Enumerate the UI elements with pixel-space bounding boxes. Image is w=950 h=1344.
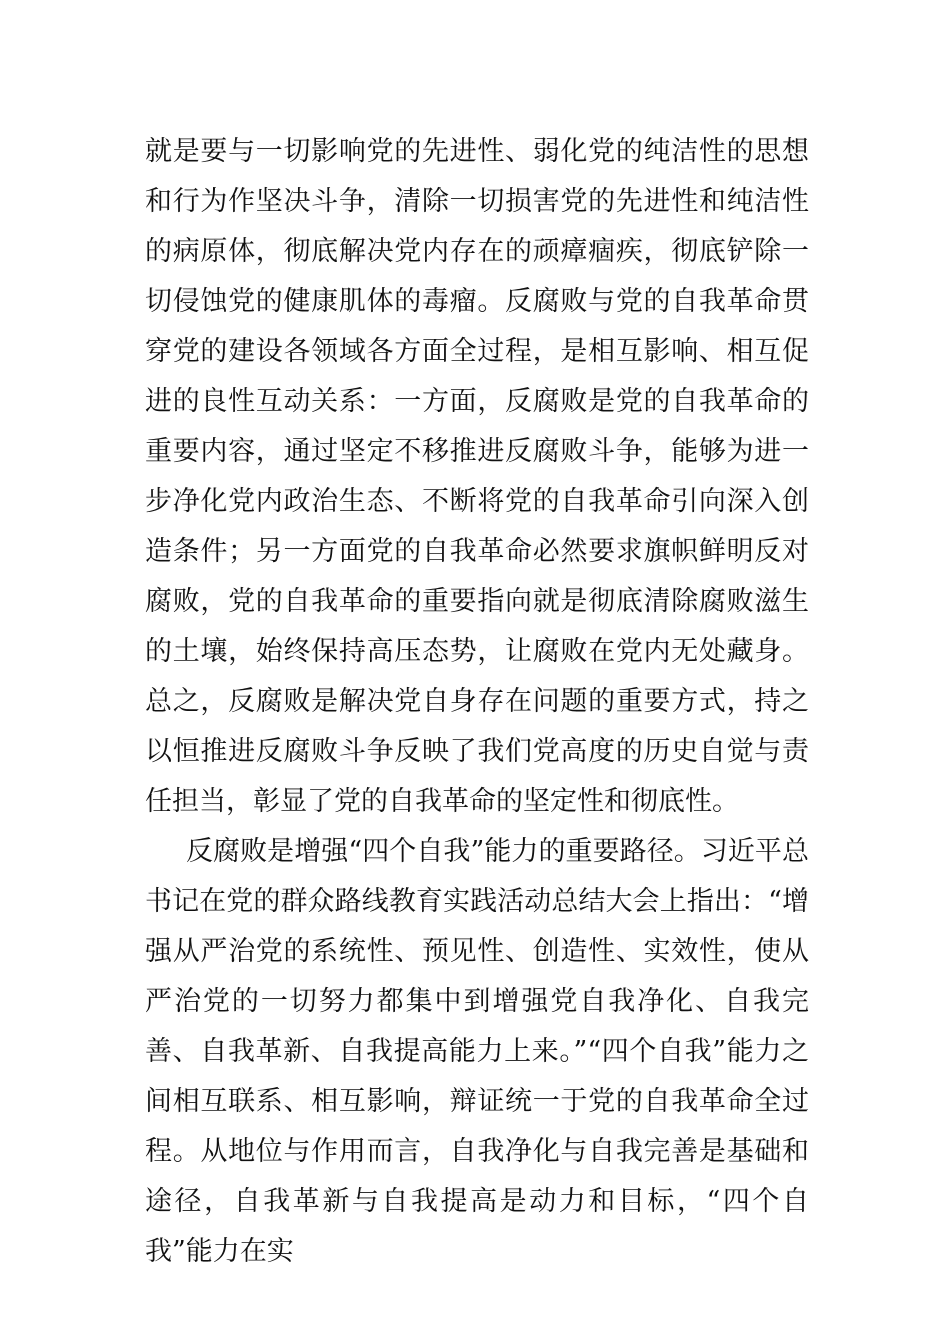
- document-body: [145, 127, 809, 1277]
- body-paragraph-continued: 就是要与一切影响党的先进性、弱化党的纯洁性的思想和行为作坚决斗争，清除一切损害党的先进性和纯洁性的病原体，彻底解决党内存在的顽瘴痼疾，彻底铲除一切侵蚀党的健康肌体的毒瘤。反腐败与党的自我革命贯穿党的建设各领域各方面全过程，是相互影响、相互促进的良性互动关系：一方面，反腐败是党的自我革命的重要内容，通过坚定不移推进反腐败斗争，能够为进一步净化党内政治生态、不断将党的自我革命引向深入创造条件；另一方面党的自我革命必然要求旗帜鲜明反对腐败，党的自我革命的重要指向就是彻底清除腐败滋生的土壤，始终保持高压态势，让腐败在党内无处藏身。总之，反腐败是解决党自身存在问题的重要方式，持之以恒推进反腐败斗争反映了我们党高度的历史自觉与责任担当，彰显了党的自我革命的坚定性和彻底性。: [145, 136, 809, 817]
- body-paragraph: 反腐败是增强“四个自我”能力的重要路径。习近平总书记在党的群众路线教育实践活动总结大会上指出：“增强从严治党的系统性、预见性、创造性、实效性，使从严治党的一切努力都集中到增强党自我净化、自我完善、自我革新、自我提高能力上来。”“四个自我”能力之间相互联系、相互影响，辩证统一于党的自我革命全过程。从地位与作用而言，自我净化与自我完善是基础和途径，自我革新与自我提高是动力和目标，“四个自我”能力在实: [145, 836, 809, 1267]
